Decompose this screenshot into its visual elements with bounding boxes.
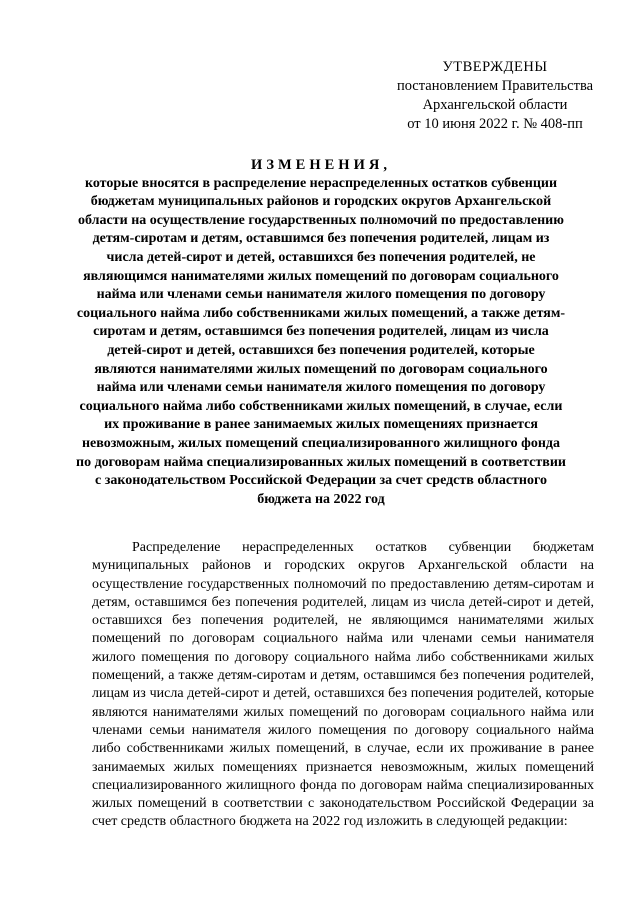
document-heading: ИЗМЕНЕНИЯ,	[251, 157, 391, 173]
approval-title: УТВЕРЖДЕНЫ	[442, 59, 548, 75]
document-subject: которые вносятся в распределение нераспределенных остатков субвенции бюджетам муниципальных районов и городских округов Архангельской области на осуществление государственных полномочий по предоставлению детям-сиротам и детям, оставшимся без попечения родителей, лицам из числа детей-сирот и детей, оставшихся без попечения родителей, не являющимся нанимателями жилых помещений по договорам социального найма или членами семьи нанимателя жилого помещения по договору социального найма либо собственниками жилых помещений, а также детям-сиротам и детям, оставшимся без попечения родителей, лицам из числа детей-сирот и детей, оставшихся без попечения родителей, которые являются нанимателями жилых помещений по договорам социального найма или членами семьи нанимателя жилого помещения по договору социального найма либо собственниками жилых помещений, в случае, если их проживание в ранее занимаемых жилых помещениях признается невозможным, жилых помещений специализированного жилищного фонда по договорам найма специализированных жилых помещений в соответствии с законодательством Российской Федерации за счет средств областного бюджета на 2022 год	[76, 175, 566, 507]
document-title-block	[76, 156, 566, 509]
approval-stamp	[380, 58, 610, 134]
approval-line-1: постановлением Правительства	[396, 78, 594, 94]
approval-line-2: Архангельской области	[422, 97, 568, 113]
body-paragraph: Распределение нераспределенных остатков субвенции бюджетам муниципальных районов и городских округов Архангельской области на осуществление государственных полномочий по предоставлению детям-сиротам и детям, оставшимся без попечения родителей, лицам из числа детей-сирот и детей, оставшихся без попечения родителей, не являющимся нанимателями жилых помещений по договорам социального найма или членами семьи нанимателя жилого помещения по договору социального найма либо собственниками жилых помещений, а также детям-сиротам и детям, оставшимся без попечения родителей, лицам из числа детей-сирот и детей, оставшихся без попечения родителей, которые являются нанимателями жилых помещений по договорам социального найма или членами семьи нанимателя жилого помещения по договору социального найма либо собственниками жилых помещений, в случае, если их проживание в ранее занимаемых жилых помещениях признается невозможным, жилых помещений специализированного жилищного фонда по договорам найма специализированных жилых помещений в соответствии с законодательством Российской Федерации за счет средств областного бюджета на 2022 год изложить в следующей редакции:	[92, 540, 594, 830]
approval-line-3: от 10 июня 2022 г. № 408-пп	[407, 116, 583, 132]
